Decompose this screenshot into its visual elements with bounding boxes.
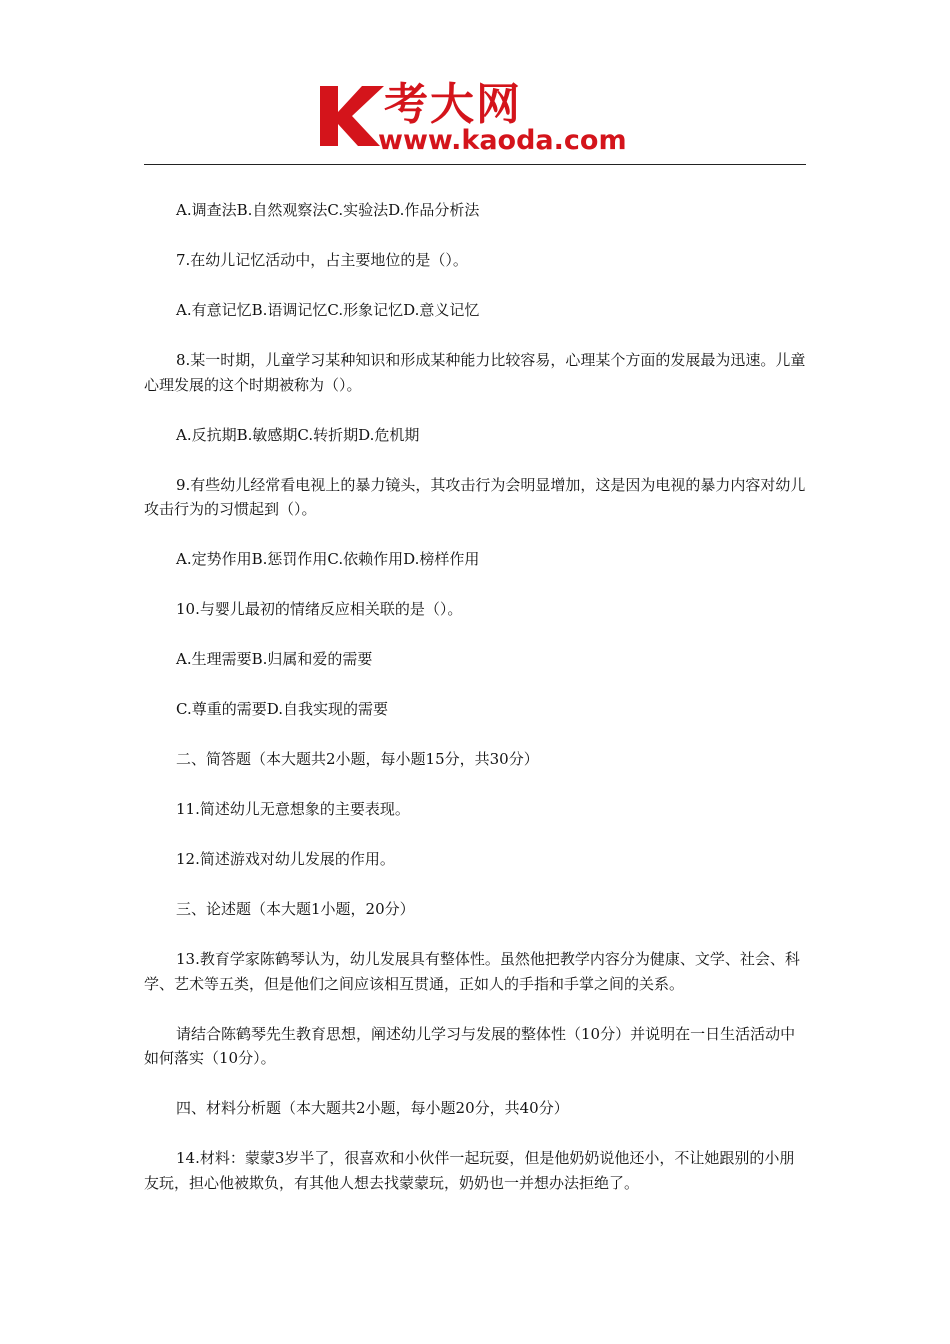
paragraph: 11.简述幼儿无意想象的主要表现。 <box>176 800 410 818</box>
paragraph: 请结合陈鹤琴先生教育思想，阐述幼儿学习与发展的整体性（10分）并说明在一日生活活动中如何落实（10分）。 <box>144 1024 796 1067</box>
header-divider <box>144 164 806 165</box>
paragraph: 8.某一时期，儿童学习某种知识和形成某种能力比较容易，心理某个方面的发展最为迅速。儿童心理发展的这个时期被称为（）。 <box>144 351 806 394</box>
paragraph: 9.有些幼儿经常看电视上的暴力镜头，其攻击行为会明显增加，这是因为电视的暴力内容对幼儿攻击行为的习惯起到（）。 <box>144 475 806 518</box>
logo-title: 考大网 <box>384 79 522 130</box>
paragraph: 10.与婴儿最初的情绪反应相关联的是（）。 <box>176 600 463 618</box>
paragraph: A.有意记忆B.语调记忆C.形象记忆D.意义记忆 <box>176 301 480 319</box>
paragraph: 14.材料：蒙蒙3岁半了，很喜欢和小伙伴一起玩耍，但是他奶奶说他还小，不让她跟别的小朋友玩，担心他被欺负，有其他人想去找蒙蒙玩，奶奶也一并想办法拒绝了。 <box>144 1149 795 1192</box>
paragraph: 7.在幼儿记忆活动中，占主要地位的是（）。 <box>176 251 468 269</box>
logo-url: www.kaoda.com <box>378 125 627 156</box>
section-heading: 二、简答题（本大题共2小题，每小题15分，共30分） <box>176 750 539 768</box>
paragraph: C.尊重的需要D.自我实现的需要 <box>176 700 388 718</box>
kaoda-logo <box>318 80 648 160</box>
document-body <box>144 198 806 1221</box>
section-heading: 三、论述题（本大题1小题，20分） <box>176 900 415 918</box>
paragraph: A.定势作用B.惩罚作用C.依赖作用D.榜样作用 <box>176 550 480 568</box>
section-heading: 四、材料分析题（本大题共2小题，每小题20分，共40分） <box>176 1099 569 1117</box>
paragraph: A.调查法B.自然观察法C.实验法D.作品分析法 <box>176 201 480 219</box>
paragraph: 13.教育学家陈鹤琴认为，幼儿发展具有整体性。虽然他把教学内容分为健康、文学、社会、科学、艺术等五类，但是他们之间应该相互贯通，正如人的手指和手掌之间的关系。 <box>144 950 800 993</box>
paragraph: 12.简述游戏对幼儿发展的作用。 <box>176 850 395 868</box>
paragraph: A.反抗期B.敏感期C.转折期D.危机期 <box>176 425 420 444</box>
paragraph: A.生理需要B.归属和爱的需要 <box>176 650 373 668</box>
